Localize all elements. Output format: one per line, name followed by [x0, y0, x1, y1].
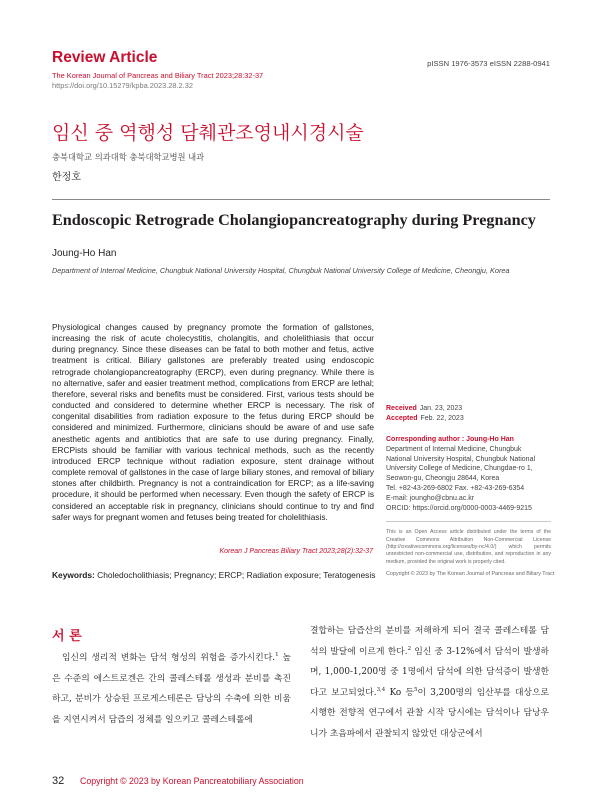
- accepted-date: Feb. 22, 2023: [420, 415, 464, 422]
- abstract: [52, 322, 374, 523]
- reference-superscript[interactable]: 3,4: [376, 686, 386, 693]
- corr-orcid[interactable]: ORCID: https://orcid.org/0000-0003-4469-9215: [386, 504, 532, 512]
- article-type: Review Article: [52, 49, 158, 66]
- corr-line: Seowon-gu, Cheongju 28644, Korea: [386, 475, 500, 483]
- korean-title: 임신 중 역행성 담췌관조영내시경시술: [52, 122, 364, 144]
- corresponding-author-label: Corresponding author : Joung-Ho Han: [386, 436, 514, 443]
- section-heading-introduction: 서 론: [52, 629, 82, 644]
- sidebar-divider: [386, 521, 551, 522]
- korean-affiliation: 충북대학교 의과대학 충북대학교병원 내과: [52, 152, 205, 162]
- corr-line: University College of Medicine, Chungdae-ro 1,: [386, 465, 533, 473]
- corr-phone-fax: Tel. +82-43-269-6802 Fax. +82-43-269-6354: [386, 484, 525, 492]
- corresponding-author-block: [386, 435, 551, 513]
- license-text: This is an Open Access article distributed under the terms of the Creative Commons Attribution Non-Commercial License (http://creativecommons.org/licenses/by-nc/4.0/) which permits unrestricted non-commercial use, distribution, and reproduction in any medium, provided the original work is properly cited.: [386, 529, 551, 565]
- body-text: 임신의 생리적 변화는 담석 형성의 위험을 증가시킨다.: [62, 653, 276, 663]
- english-title: Endoscopic Retrograde Cholangiopancreatography during Pregnancy: [52, 211, 536, 229]
- doi-link[interactable]: https://doi.org/10.15279/kpba.2023.28.2.32: [52, 81, 193, 90]
- reference-superscript[interactable]: 2: [407, 645, 412, 652]
- body-column-right: [310, 621, 549, 744]
- received-row: [386, 404, 551, 414]
- corr-email[interactable]: E-mail: jounghо@cbnu.ac.kr: [386, 494, 475, 502]
- accepted-row: [386, 414, 551, 424]
- korean-author: 한정호: [52, 172, 81, 183]
- body-text: 결합하는 담즙산의 분비를 저해하게 되어 결국 콜레스테롤 담석의 발달에 이르게 한다.: [310, 626, 549, 657]
- body-paragraph: [310, 621, 549, 744]
- keywords-text: Choledocholithiasis; Pregnancy; ERCP; Radiation exposure; Teratogenesis: [97, 570, 376, 580]
- title-divider: [52, 199, 550, 200]
- page-number: 32: [52, 775, 65, 787]
- abstract-citation: Korean J Pancreas Biliary Tract 2023;28(2):32-37: [219, 548, 373, 555]
- body-text: 이 3,200명의 임산부를 대상으로 시행한 전향적 연구에서 관찰 시작 당시에는 담석이나 담낭우니가 초음파에서 관찰되지 않았던 대상군에서: [310, 687, 549, 739]
- issn-line: pISSN 1976-3573 eISSN 2288-0941: [427, 59, 550, 68]
- body-paragraph: [52, 648, 291, 730]
- sidebar-copyright: Copyright © 2023 by The Korean Journal of Pancreas and Biliary Tract: [386, 570, 555, 577]
- english-author: Joung-Ho Han: [52, 248, 117, 259]
- abstract-text: Physiological changes caused by pregnancy promote the formation of gallstones, increasing the risk of acute cholecystitis, cholangitis, and cholelithiasis that occur during pregnancy. Since these diseases can be fatal to both mother and fetus, active treatment is critical. Biliary gallstones are preferably treated using endoscopic retrograde cholangiopancreatography (ERCP), even during pregnancy. While there is no alternative, safer and easier treatment method, complications from ERCP are lethal; therefore, several risks and benefits must be considered. First, various tests should be conducted and considered to determine whether ERCP is necessary. The risk of congenital disabilities from radiation exposure to the fetus during ERCP should be considered and minimized. Furthermore, clinicians should be aware of and use safe anesthetic agents and antibiotics that are safe to use during pregnancy. Finally, ERCPists should be familiar with various technical methods, such as the recently introduced ERCP technique without radiation exposure, stent drainage without complete removal of gallstones in the case of large biliary stones, and removal of biliary stones after childbirth. Pregnancy is not a contraindication for ERCP; as a life-saving procedure, it should be performed when necessary. Even though the safety of ERCP is considered an acceptable risk in pregnancy, clinicians should continue to try and find safer ways for pregnant women and fetuses being treated for cholelithiasis.: [52, 322, 374, 522]
- accepted-label: Accepted: [386, 415, 418, 422]
- english-affiliation: Department of Internal Medicine, Chungbuk National University Hospital, Chungbuk National University College of Medicine, Cheongju, Korea: [52, 266, 510, 275]
- keywords-label: Keywords:: [52, 570, 95, 580]
- received-label: Received: [386, 405, 417, 412]
- corr-line: National University Hospital, Chungbuk National: [386, 455, 536, 463]
- article-info-sidebar: [386, 404, 555, 577]
- reference-superscript[interactable]: 1: [275, 652, 279, 659]
- received-date: Jan. 23, 2023: [419, 405, 463, 412]
- keywords: [52, 570, 382, 580]
- journal-citation-line: The Korean Journal of Pancreas and Biliary Tract 2023;28:32-37: [52, 71, 264, 80]
- body-column-left: [52, 648, 291, 730]
- body-text: 높은 수준의 에스트로겐은 간의 콜레스테롤 생성과 분비를 촉진하고, 분비가 상승된 프로게스테론은 담낭의 수축에 의한 비움을 지연시켜서 담즙의 정체를 일으키고 콜레스테롤에: [52, 653, 291, 725]
- reference-superscript[interactable]: 5: [414, 686, 418, 693]
- footer-copyright: Copyright © 2023 by Korean Pancreatobiliary Association: [80, 776, 304, 786]
- corr-line: Department of Internal Medicine, Chungbuk: [386, 445, 522, 453]
- body-text: Ko 등: [385, 687, 414, 698]
- body-text: 임신 중 3-12%에서 담석이 발생하며, 1,000-1,200명 중 1명에서 담석에 의한 담석증이 발생한다고 보고되었다.: [310, 646, 549, 698]
